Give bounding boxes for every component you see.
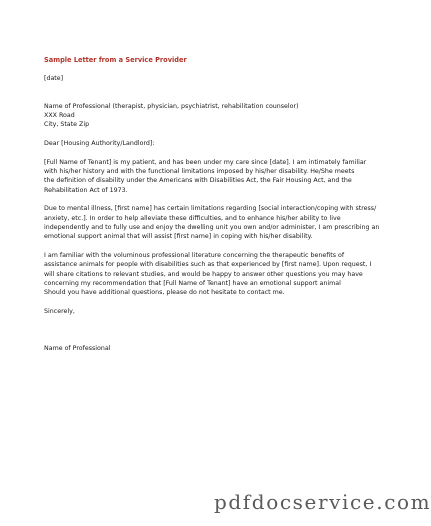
address-line: XXX Road	[44, 111, 75, 119]
salutation: Dear [Housing Authority/Landlord]:	[44, 139, 155, 147]
address-line: Name of Professional (therapist, physician, psychiatrist, rehabilitation counselor)	[44, 102, 299, 110]
paragraph-diagnosis	[44, 158, 366, 195]
address-line: City, State Zip	[44, 121, 90, 129]
paragraph-line: Rehabilitation Act of 1973.	[44, 186, 128, 194]
paragraph-line: Due to mental illness, [first name] has certain limitations regarding [social interaction/coping with stress/	[44, 205, 377, 213]
paragraph-line: [Full Name of Tenant] is my patient, and has been under my care since [date]. I am intimately familiar	[44, 158, 367, 166]
paragraph-line: with his/her history and with the functional limitations imposed by his/her disability. He/She meets	[44, 168, 355, 176]
paragraph-line: anxiety, etc.]. In order to help alleviate these difficulties, and to enhance his/her ability to live	[44, 214, 341, 222]
paragraph-line: assistance animals for people with disabilities such as that experienced by [first name]. Upon request, I	[44, 261, 372, 269]
paragraph-line: will share citations to relevant studies, and would be happy to answer other questions you may have	[44, 270, 363, 278]
closing: Sincerely,	[44, 308, 75, 316]
letter-date: [date]	[44, 75, 64, 83]
paragraph-line: concerning my recommendation that [Full Name of Tenant] have an emotional support animal	[44, 280, 341, 288]
letter-body	[44, 56, 380, 354]
paragraph-literature	[44, 251, 372, 297]
paragraph-line: I am familiar with the voluminous professional literature concerning the therapeutic benefits of	[44, 252, 345, 260]
paragraph-limitations	[44, 204, 380, 241]
letter-title: Sample Letter from a Service Provider	[44, 56, 187, 64]
watermark-text: pdfdocservice.com	[214, 490, 431, 514]
signature-name: Name of Professional	[44, 345, 111, 353]
paragraph-line: Should you have additional questions, please do not hesitate to contact me.	[44, 289, 285, 297]
paragraph-line: the definition of disability under the Americans with Disabilities Act, the Fair Housing Act, and the	[44, 177, 352, 185]
paragraph-line: emotional support animal that will assist [first name] in coping with his/her disability.	[44, 233, 313, 241]
paragraph-line: independently and to fully use and enjoy the dwelling unit you own and/or administer, I am prescribing an	[44, 224, 380, 232]
recipient-address	[44, 102, 366, 130]
